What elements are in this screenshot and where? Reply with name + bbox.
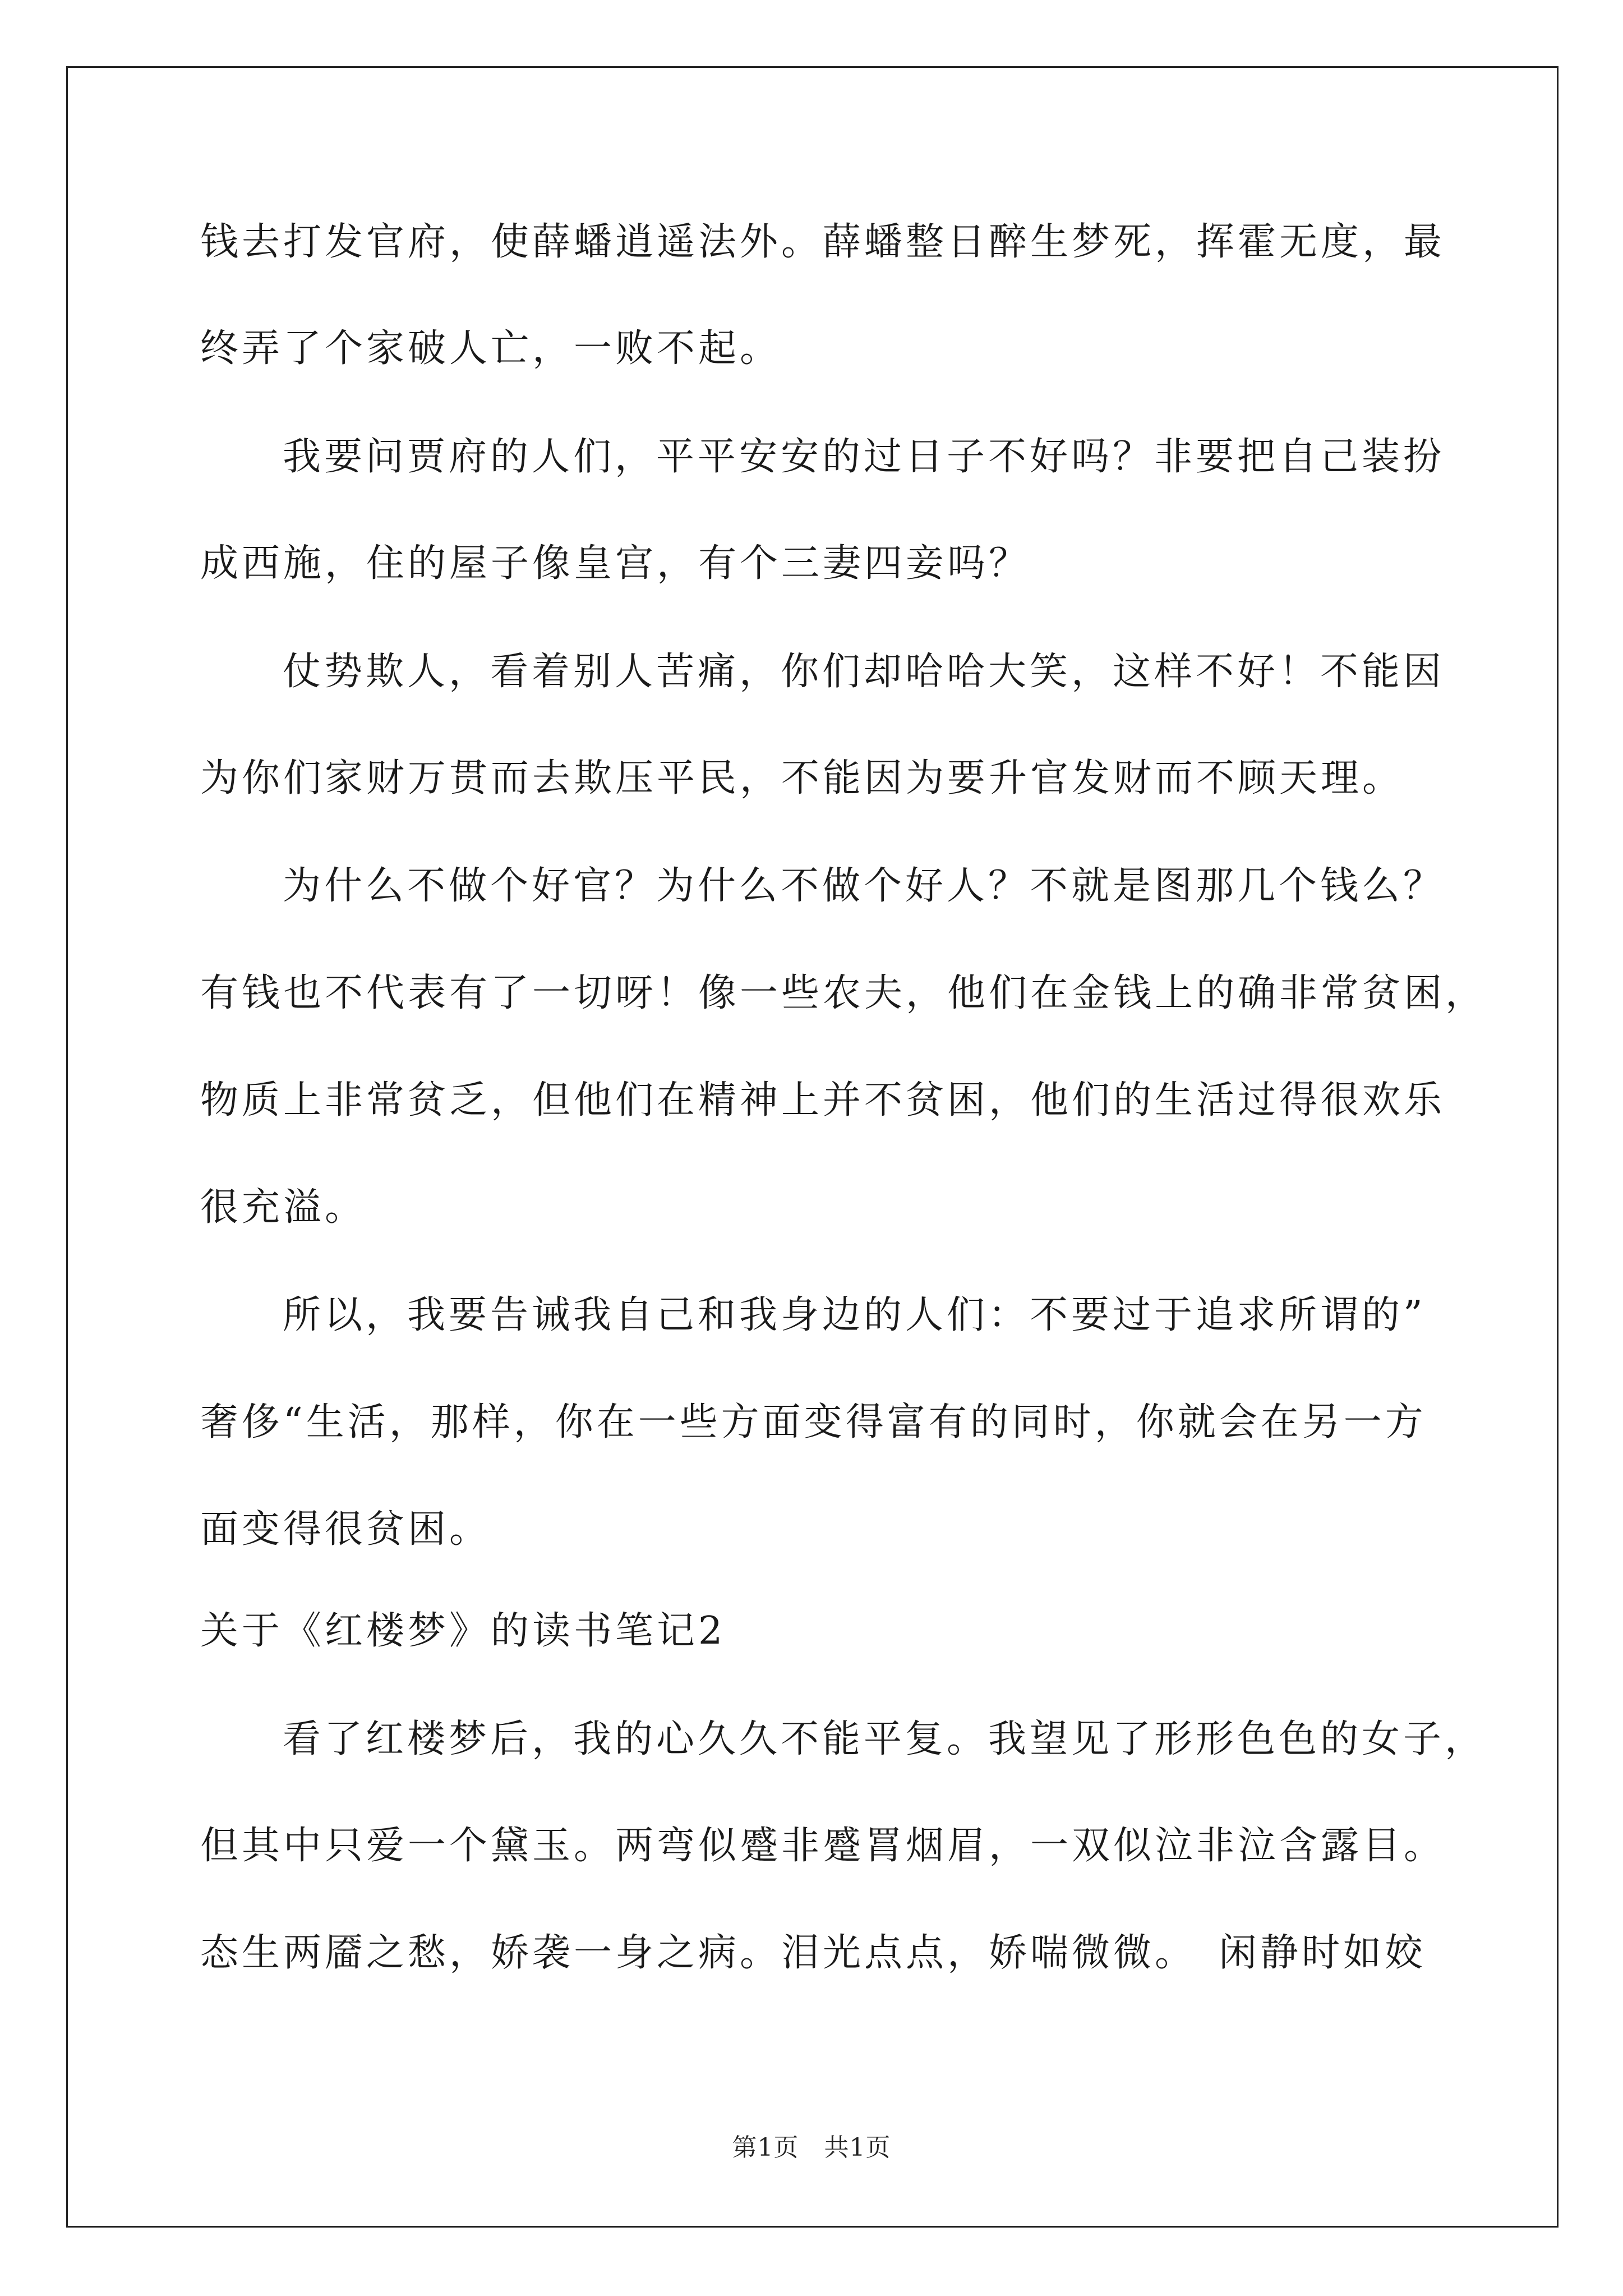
paragraph-first-line: 看了红楼梦后，我的心久久不能平复。我望见了形形色色的女子， xyxy=(283,1717,1487,1761)
text-line: 奢侈“生活，那样，你在一些方面变得富有的同时，你就会在另一方 xyxy=(200,1400,1427,1444)
text-line: 钱去打发官府，使薛蟠逍遥法外。薛蟠整日醉生梦死，挥霍无度，最 xyxy=(200,220,1446,264)
text-line: 为你们家财万贯而去欺压平民，不能因为要升官发财而不顾天理。 xyxy=(200,756,1404,800)
text-line: 成西施，住的屋子像皇宫，有个三妻四妾吗？ xyxy=(200,541,1031,586)
paragraph-first-line: 为什么不做个好官？为什么不做个好人？不就是图那几个钱么？ xyxy=(283,864,1445,908)
text-line: 有钱也不代表有了一切呀！像一些农夫，他们在金钱上的确非常贫困， xyxy=(200,971,1487,1015)
page-border xyxy=(66,66,1559,2228)
text-line: 很充溢。 xyxy=(200,1185,367,1230)
paragraph-first-line: 所以，我要告诫我自己和我身边的人们：不要过于追求所谓的” xyxy=(283,1293,1426,1337)
text-line: 态生两靥之愁，娇袭一身之病。泪光点点，娇喘微微。 闲静时如姣 xyxy=(200,1931,1427,1975)
paragraph-first-line: 仗势欺人，看着别人苦痛，你们却哈哈大笑，这样不好！不能因 xyxy=(283,650,1445,694)
paragraph-first-line: 我要问贾府的人们，平平安安的过日子不好吗？非要把自己装扮 xyxy=(283,435,1445,479)
section-heading: 关于《红楼梦》的读书笔记2 xyxy=(200,1609,726,1653)
text-line: 终弄了个家破人亡，一败不起。 xyxy=(200,326,782,371)
text-line: 但其中只爱一个黛玉。两弯似蹙非蹙罥烟眉，一双似泣非泣含露目。 xyxy=(200,1824,1446,1868)
text-line: 物质上非常贫乏，但他们在精神上并不贫困，他们的生活过得很欢乐 xyxy=(200,1078,1446,1122)
page-footer: 第1页 共1页 xyxy=(732,2133,891,2162)
text-line: 面变得很贫困。 xyxy=(200,1507,491,1552)
